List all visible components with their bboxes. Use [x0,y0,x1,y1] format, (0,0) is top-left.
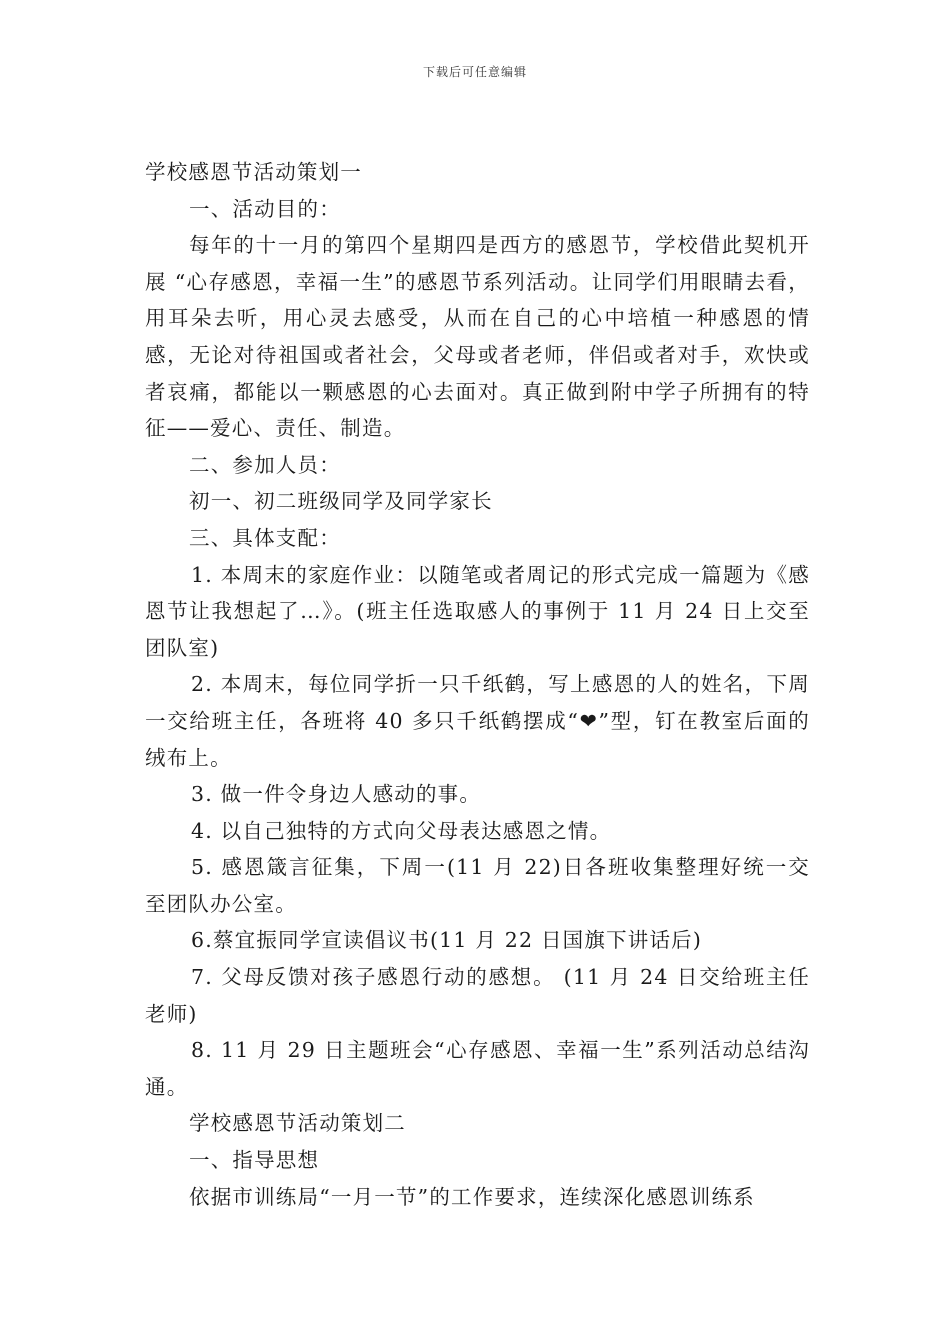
list-item: 8. 11 月 29 日主题班会“心存感恩、幸福一生”系列活动总结沟通。 [145,1038,810,1099]
section-heading: 一、活动目的： [189,196,341,221]
body-paragraph: 每年的十一月的第四个星期四是西方的感恩节，学校借此契机开展 “心存感恩，幸福一生”的感恩节系列活动。让同学们用眼睛去看，用耳朵去听，用心灵去感受，从而在自己的心中培植一种感恩的情感，无论对待祖国或者社会，父母或者老师，伴侣或者对手，欢快或者哀痛，都能以一颗感恩的心去面对。真正做到附中学子所拥有的特征——爱心、责任、制造。 [145,233,810,441]
list-item: 5. 感恩箴言征集，下周一(11 月 22)日各班收集整理好统一交至团队办公室。 [145,855,810,916]
section-heading: 三、具体支配： [189,525,341,550]
list-item: 4. 以自己独特的方式向父母表达感恩之情。 [191,818,612,843]
section-title: 学校感恩节活动策划二 [189,1111,406,1136]
section-heading: 二、参加人员： [189,452,341,477]
list-item: 6.蔡宜振同学宣读倡议书(11 月 22 日国旗下讲话后) [191,928,703,953]
list-item: 3. 做一件令身边人感动的事。 [191,782,482,807]
list-item: 1. 本周末的家庭作业：以随笔或者周记的形式完成一篇题为《感恩节让我想起了…》。(班主任选取感人的事例于 11 月 24 日上交至团队室) [145,562,810,660]
header-note: 下载后可任意编辑 [422,65,527,79]
body-paragraph: 依据市训练局“一月一节”的工作要求，连续深化感恩训练系 [189,1184,755,1209]
section-heading: 一、指导思想 [189,1148,320,1173]
list-item: 7. 父母反馈对孩子感恩行动的感想。 (11 月 24 日交给班主任老师) [145,965,810,1026]
body-paragraph: 初一、初二班级同学及同学家长 [189,489,493,514]
document-body [145,154,810,1215]
list-item: 2. 本周末，每位同学折一只千纸鹤，写上感恩的人的姓名，下周一交给班主任，各班将 40 多只千纸鹤摆成“❤”型，钉在教室后面的绒布上。 [145,672,810,770]
section-title: 学校感恩节活动策划一 [145,160,362,184]
